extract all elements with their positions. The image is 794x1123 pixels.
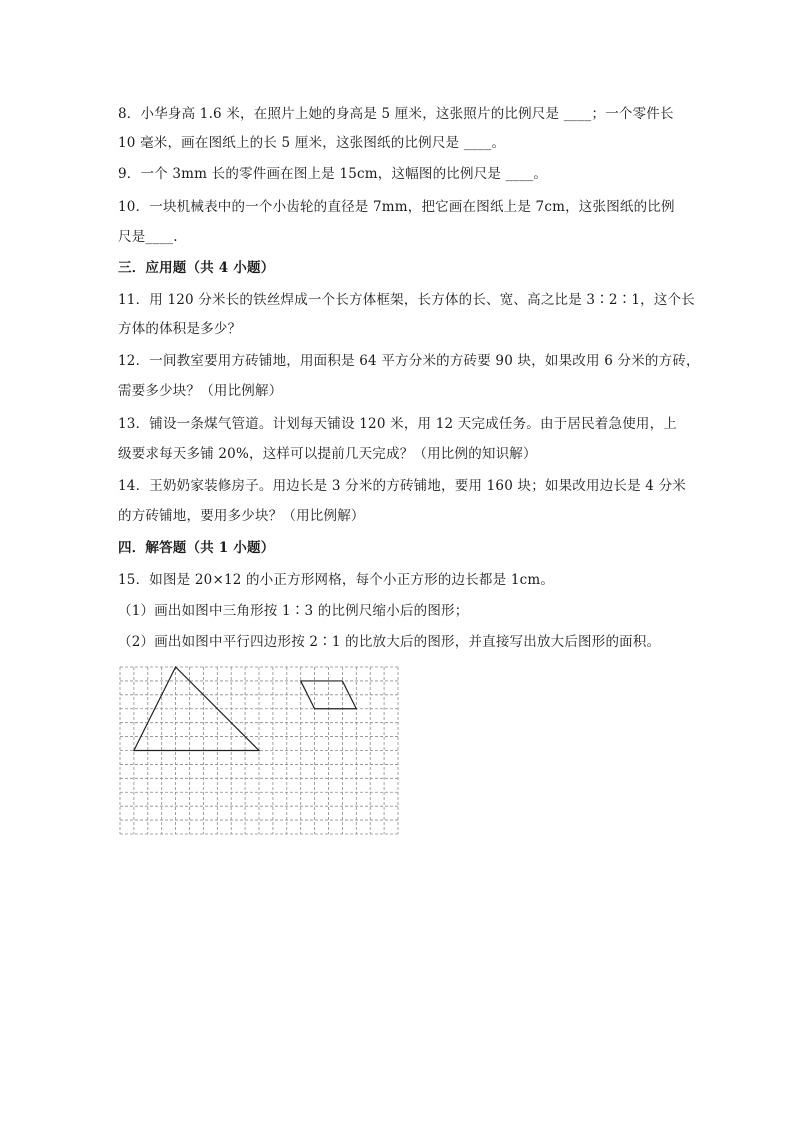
q14-line1: 14．王奶奶家装修房子。用边长是 3 分米的方砖铺地，要用 160 块；如果改用边长是 4 分米: [118, 478, 686, 494]
q11-line1: 11．用 120 分米长的铁丝焊成一个长方体框架，长方体的长、宽、高之比是 3∶2∶1，这个长: [118, 292, 695, 308]
q8-line2: 10 毫米，画在图纸上的长 5 厘米，这张图纸的比例尺是 ____。: [118, 135, 506, 151]
q10-line2: 尺是____.: [118, 229, 178, 245]
q12-line2: 需要多少块？（用比例解）: [118, 383, 283, 399]
q15-line1: 15．如图是 20×12 的小正方形网格，每个小正方形的边长都是 1cm。: [118, 572, 555, 588]
q9-line1: 9．一个 3mm 长的零件画在图上是 15cm，这幅图的比例尺是 ____。: [118, 166, 548, 182]
q15-part1: （1）画出如图中三角形按 1∶3 的比例尺缩小后的图形；: [118, 603, 469, 619]
grid-figure: [119, 666, 399, 839]
q11-line2: 方体的体积是多少？: [118, 321, 242, 337]
section3-heading: 三．应用题（共 4 小题）: [118, 260, 275, 276]
q8-line1: 8．小华身高 1.6 米，在照片上她的身高是 5 厘米，这张照片的比例尺是 ____；一个零件长: [118, 106, 674, 122]
section4-heading: 四．解答题（共 1 小题）: [118, 540, 275, 556]
q13-line2: 级要求每天多铺 20%，这样可以提前几天完成？（用比例的知识解）: [118, 446, 537, 462]
q13-line1: 13．铺设一条煤气管道。计划每天铺设 120 米，用 12 天完成任务。由于居民着急使用，上: [118, 416, 677, 432]
grid-svg: [119, 666, 399, 835]
q15-part2: （2）画出如图中平行四边形按 2∶1 的比放大后的图形，并直接写出放大后图形的面积。: [118, 634, 661, 650]
q12-line1: 12．一间教室要用方砖铺地，用面积是 64 平方分米的方砖要 90 块，如果改用 6 分米的方砖，: [118, 353, 700, 369]
q10-line1: 10．一块机械表中的一个小齿轮的直径是 7mm，把它画在图纸上是 7cm，这张图纸的比例: [118, 199, 675, 215]
q14-line2: 的方砖铺地，要用多少块？（用比例解）: [118, 508, 365, 524]
